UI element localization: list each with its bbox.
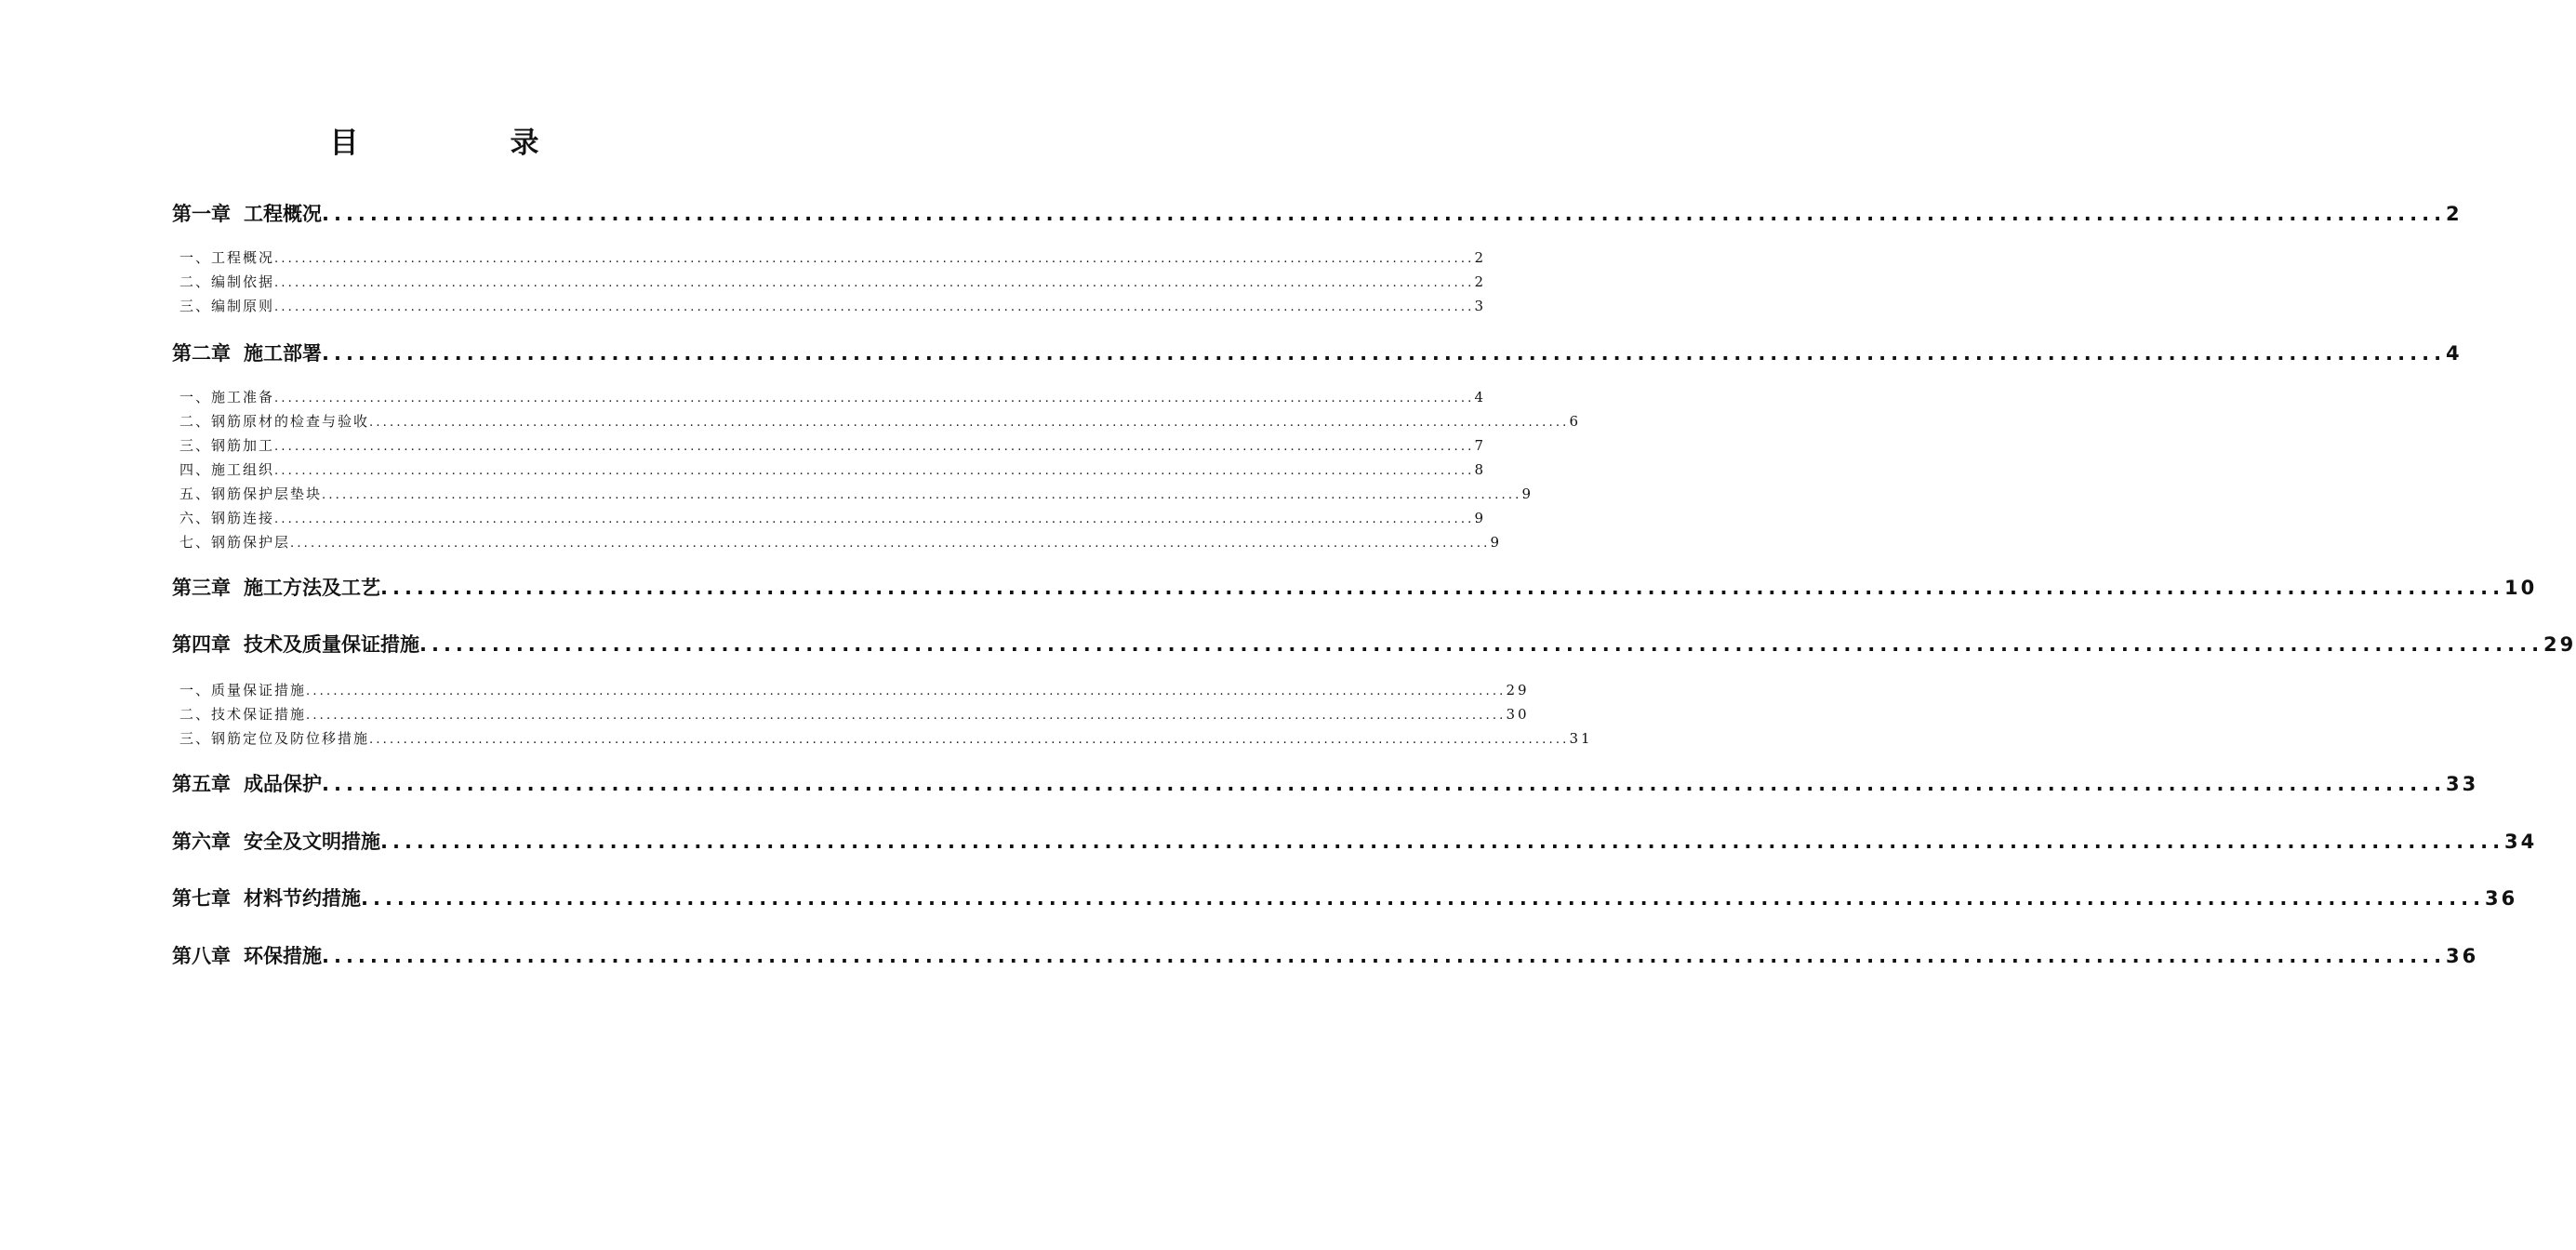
dot-leader: ................................................................................................................................................................................ (290, 537, 1491, 551)
section-page-number: 9 (1521, 485, 1534, 502)
chapter-page-number: 36 (2446, 945, 2479, 967)
dot-leader: ................................................................................................................................................................................ (274, 300, 1475, 314)
section-title: 三、钢筋定位及防位移措施 (179, 730, 370, 747)
dot-leader: ................................................................................................................................................................................ (274, 392, 1475, 406)
toc-chapter-entry[interactable] (172, 573, 2538, 601)
chapter-number: 第二章 (172, 342, 231, 365)
chapter-label (172, 339, 322, 366)
toc-section-entry[interactable] (179, 296, 1487, 315)
section-title: 一、工程概况 (179, 249, 275, 266)
toc-section-entry[interactable] (179, 704, 1530, 724)
dot-leader: ................................................................................................................................................................................ (322, 203, 2447, 225)
chapter-number: 第六章 (172, 831, 231, 853)
section-title: 二、编制依据 (179, 273, 275, 290)
chapter-page-number: 2 (2446, 203, 2463, 225)
dot-leader: ................................................................................................................................................................................ (361, 887, 2486, 910)
chapter-page-number: 29 (2543, 633, 2576, 656)
chapter-number: 第三章 (172, 577, 231, 599)
chapter-number: 第一章 (172, 203, 231, 225)
section-title: 三、钢筋加工 (179, 437, 275, 454)
section-page-number: 8 (1474, 461, 1487, 478)
toc-section-entry[interactable] (179, 532, 1503, 552)
section-page-number: 29 (1506, 682, 1530, 698)
dot-leader: ................................................................................................................................................................................ (274, 276, 1475, 290)
section-title: 一、施工准备 (179, 389, 275, 406)
chapter-title: 环保措施 (244, 945, 322, 967)
section-page-number: 2 (1474, 273, 1487, 290)
dot-leader: ................................................................................................................................................................................ (380, 831, 2505, 853)
section-page-number: 2 (1474, 249, 1487, 266)
chapter-number: 第五章 (172, 773, 231, 795)
section-title: 一、质量保证措施 (179, 682, 307, 698)
toc-title: 目 录 (329, 126, 601, 160)
chapter-title: 施工部署 (244, 342, 322, 365)
dot-leader: ................................................................................................................................................................................ (322, 488, 1522, 502)
section-title: 三、编制原则 (179, 298, 275, 314)
toc-chapter-entry[interactable] (172, 827, 2538, 855)
section-page-number: 31 (1569, 730, 1593, 747)
toc-section-entry[interactable] (179, 247, 1487, 267)
chapter-label (172, 884, 361, 911)
dot-leader: ................................................................................................................................................................................ (274, 512, 1475, 526)
dot-leader: ................................................................................................................................................................................ (419, 633, 2544, 656)
toc-section-entry[interactable] (179, 387, 1487, 406)
dot-leader: ................................................................................................................................................................................ (274, 252, 1475, 266)
chapter-label (172, 573, 380, 601)
dot-leader: ................................................................................................................................................................................ (322, 773, 2447, 795)
dot-leader: ................................................................................................................................................................................ (306, 685, 1507, 698)
toc-chapter-entry[interactable] (172, 339, 2463, 366)
chapter-title: 技术及质量保证措施 (244, 633, 419, 656)
toc-chapter-entry[interactable] (172, 769, 2479, 797)
chapter-number: 第八章 (172, 945, 231, 967)
chapter-label (172, 630, 419, 658)
chapter-page-number: 36 (2485, 887, 2518, 910)
chapter-number: 第七章 (172, 887, 231, 910)
chapter-number: 第四章 (172, 633, 231, 656)
section-page-number: 6 (1569, 413, 1582, 430)
section-page-number: 30 (1506, 706, 1530, 723)
dot-leader: ................................................................................................................................................................................ (369, 733, 1570, 747)
section-title: 七、钢筋保护层 (179, 534, 291, 551)
dot-leader: ................................................................................................................................................................................ (274, 440, 1475, 454)
toc-section-entry[interactable] (179, 272, 1487, 291)
toc-chapter-entry[interactable] (172, 630, 2576, 658)
section-page-number: 9 (1490, 534, 1503, 551)
dot-leader: ................................................................................................................................................................................ (380, 577, 2505, 599)
toc-section-entry[interactable] (179, 411, 1582, 431)
chapter-title: 成品保护 (244, 773, 322, 795)
dot-leader: ................................................................................................................................................................................ (369, 416, 1570, 430)
section-page-number: 9 (1474, 510, 1487, 526)
chapter-page-number: 34 (2504, 831, 2538, 853)
section-title: 六、钢筋连接 (179, 510, 275, 526)
dot-leader: ................................................................................................................................................................................ (306, 709, 1507, 723)
section-page-number: 4 (1474, 389, 1487, 406)
toc-section-entry[interactable] (179, 680, 1530, 699)
chapter-title: 施工方法及工艺 (244, 577, 380, 599)
toc-chapter-entry[interactable] (172, 941, 2479, 969)
chapter-title: 工程概况 (244, 203, 322, 225)
chapter-title: 材料节约措施 (244, 887, 361, 910)
toc-section-entry[interactable] (179, 459, 1487, 479)
chapter-label (172, 199, 322, 227)
toc-section-entry[interactable] (179, 435, 1487, 455)
toc-section-entry[interactable] (179, 484, 1534, 503)
toc-chapter-entry[interactable] (172, 884, 2518, 911)
chapter-title: 安全及文明措施 (244, 831, 380, 853)
toc-section-entry[interactable] (179, 728, 1593, 748)
section-title: 二、钢筋原材的检查与验收 (179, 413, 370, 430)
chapter-page-number: 10 (2504, 577, 2538, 599)
dot-leader: ................................................................................................................................................................................ (322, 945, 2447, 967)
section-title: 四、施工组织 (179, 461, 275, 478)
chapter-page-number: 33 (2446, 773, 2479, 795)
chapter-page-number: 4 (2446, 342, 2463, 365)
toc-section-entry[interactable] (179, 508, 1487, 527)
chapter-label (172, 827, 380, 855)
dot-leader: ................................................................................................................................................................................ (274, 464, 1475, 478)
section-title: 二、技术保证措施 (179, 706, 307, 723)
chapter-label (172, 769, 322, 797)
section-page-number: 3 (1474, 298, 1487, 314)
toc-chapter-entry[interactable] (172, 199, 2463, 227)
chapter-label (172, 941, 322, 969)
dot-leader: ................................................................................................................................................................................ (322, 342, 2447, 365)
section-page-number: 7 (1474, 437, 1487, 454)
section-title: 五、钢筋保护层垫块 (179, 485, 323, 502)
